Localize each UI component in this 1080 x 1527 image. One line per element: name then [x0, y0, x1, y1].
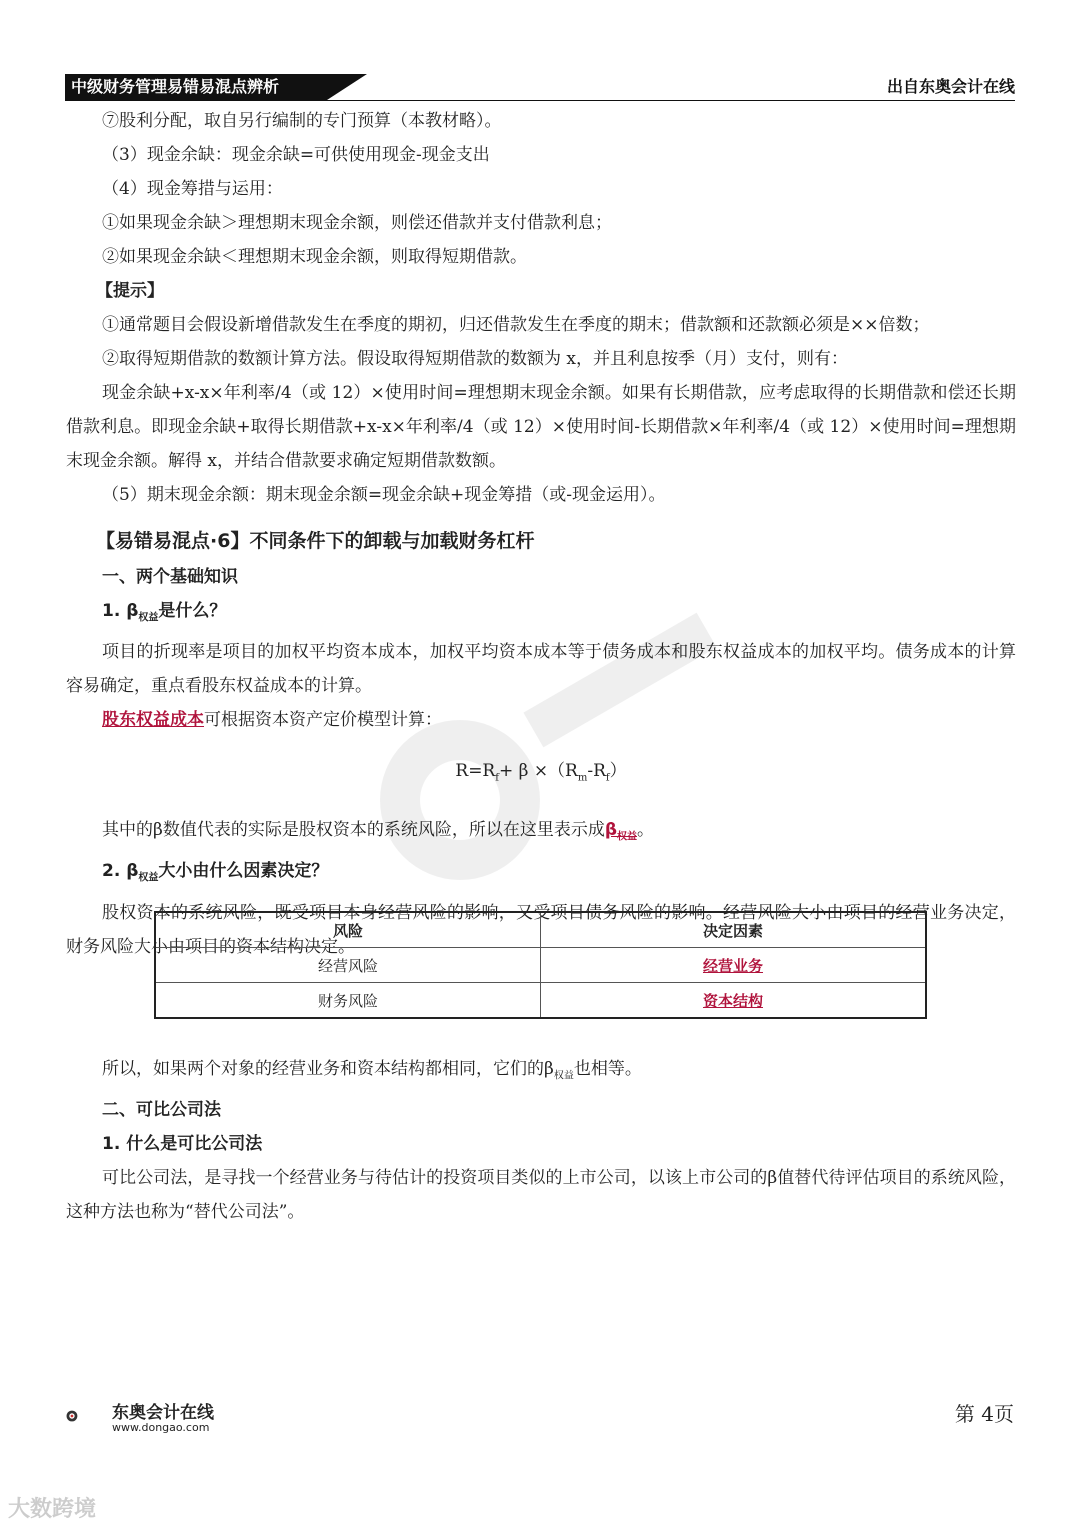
capm-intro: 可根据资本资产定价模型计算： [204, 710, 442, 731]
formula-sub-f: f [495, 772, 499, 784]
conclusion-text-a: 所以，如果两个对象的经营业务和资本结构都相同，它们的β [102, 1059, 554, 1079]
beta-equity-highlight [604, 819, 637, 843]
page-header [65, 74, 1015, 100]
header-slant-decoration [327, 74, 367, 100]
table-cell-risk: 经营风险 [155, 948, 541, 983]
beta-meaning-end: 。 [637, 819, 654, 840]
question-2-subscript: 权益 [138, 872, 159, 884]
main-content [66, 104, 1016, 964]
table-cell-risk: 财务风险 [155, 983, 541, 1019]
paragraph-capm [66, 703, 1016, 737]
beta-subscript: 权益 [617, 831, 637, 843]
conclusion-text-b: 也相等。 [573, 1059, 642, 1079]
formula-part-c: -R [587, 761, 606, 782]
question-1-subscript: 权益 [138, 612, 159, 624]
tip-2-body: 现金余缺+x-x×年利率/4（或 12）×使用时间=理想期末现金余额。如果有长期借款，应考虑取得的长期借款和偿还长期借款利息。即现金余缺+取得长期借款+x-x×年利率/4（或 12）×使用时间-长期借款×年利率/4（或 12）×使用时间=理想期末现金余额。解得 x，并结合借款要求确定短期借款数额。 [66, 383, 1016, 471]
header-right-title: 出自东奥会计在线 [886, 77, 1015, 96]
formula-part-d: ） [609, 761, 627, 782]
capm-formula [66, 754, 1016, 795]
dongao-logo-icon [66, 1386, 112, 1446]
corner-watermark: 大数跨境 [8, 1497, 97, 1522]
question-1-suffix: 是什么？ [158, 601, 227, 621]
question-2-suffix: 大小由什么因素决定？ [158, 861, 329, 882]
table-cell-factor: 资本结构 [541, 983, 927, 1019]
paragraph-discount-rate: 项目的折现率是项目的加权平均资本成本，加权平均资本成本等于债务成本和股东权益成本的加权平均。债务成本的计算容易确定，重点看股东权益成本的计算。 [66, 642, 1016, 697]
lower-content [66, 1052, 1016, 1229]
part-1-title: 一、两个基础知识 [102, 567, 238, 587]
conclusion-subscript: 权益 [553, 1070, 574, 1082]
paragraph-conclusion [66, 1052, 1016, 1093]
footer-url: www.dongao.com [112, 1421, 210, 1434]
cash-item-3: （3）现金余缺：现金余缺=可供使用现金-现金支出 [102, 145, 490, 165]
question-2 [66, 854, 1016, 895]
beta-symbol: β [604, 819, 617, 840]
formula-sub-f-2: f [605, 772, 610, 784]
footer-brand: 东奥会计在线 [112, 1403, 214, 1423]
page-number: 第 4页 [954, 1402, 1014, 1426]
cash-item-5: （5）期末现金余额：期末现金余额=现金余缺+现金筹措（或-现金运用）。 [102, 485, 666, 505]
paragraph-beta-meaning [66, 813, 1016, 854]
equity-cost-highlight: 股东权益成本 [102, 710, 204, 731]
paragraph-comparable-company: 可比公司法，是寻找一个经营业务与待估计的投资项目类似的上市公司，以该上市公司的β值替代待评估项目的系统风险，这种方法也称为“替代公司法”。 [66, 1168, 1016, 1223]
formula-part-b: + β ×（R [498, 761, 578, 782]
question-3: 1. 什么是可比公司法 [102, 1134, 263, 1155]
cash-item-4-2: ②如果现金余缺＜理想期末现金余额，则取得短期借款。 [102, 247, 527, 267]
table-row [155, 983, 926, 1019]
question-2-prefix: 2. β [102, 861, 139, 882]
header-divider [65, 100, 1015, 101]
header-left-title: 中级财务管理易错易混点辨析 [65, 74, 327, 100]
table-row [155, 948, 926, 983]
part-2-title: 二、可比公司法 [102, 1100, 221, 1121]
tip-label: 【提示】 [96, 281, 164, 301]
risk-factor-table [154, 911, 927, 1019]
table-cell-factor: 经营业务 [541, 948, 927, 983]
beta-meaning-text: 其中的β数值代表的实际是股权资本的系统风险，所以在这里表示成 [102, 819, 605, 840]
table-header-row [155, 912, 926, 948]
section-6-title: 【易错易混点·6】不同条件下的卸载与加载财务杠杆 [96, 530, 535, 552]
question-1-prefix: 1. β [102, 601, 139, 621]
cash-item-7: ⑦股利分配，取自另行编制的专门预算（本教材略）。 [102, 111, 502, 131]
tip-1: ①通常题目会假设新增借款发生在季度的期初，归还借款发生在季度的期末；借款额和还款额必须是××倍数； [102, 315, 930, 335]
table-header-risk: 风险 [155, 912, 541, 948]
tip-2: ②取得短期借款的数额计算方法。假设取得短期借款的数额为 x，并且利息按季（月）支付，则有： [102, 349, 848, 369]
cash-item-4: （4）现金筹措与运用： [102, 179, 283, 199]
paragraph-system-risk: 股权资本的系统风险，既受项目本身经营风险的影响，又受项目债务风险的影响。经营风险大小由项目的经营业务决定，财务风险大小由项目的资本结构决定。 [66, 902, 1016, 957]
cash-item-4-1: ①如果现金余缺＞理想期末现金余额，则偿还借款并支付借款利息； [102, 213, 612, 233]
question-1 [66, 594, 1016, 635]
formula-sub-m: m [577, 772, 588, 784]
table-header-factor: 决定因素 [541, 912, 927, 948]
formula-part-a: R=R [455, 761, 496, 782]
